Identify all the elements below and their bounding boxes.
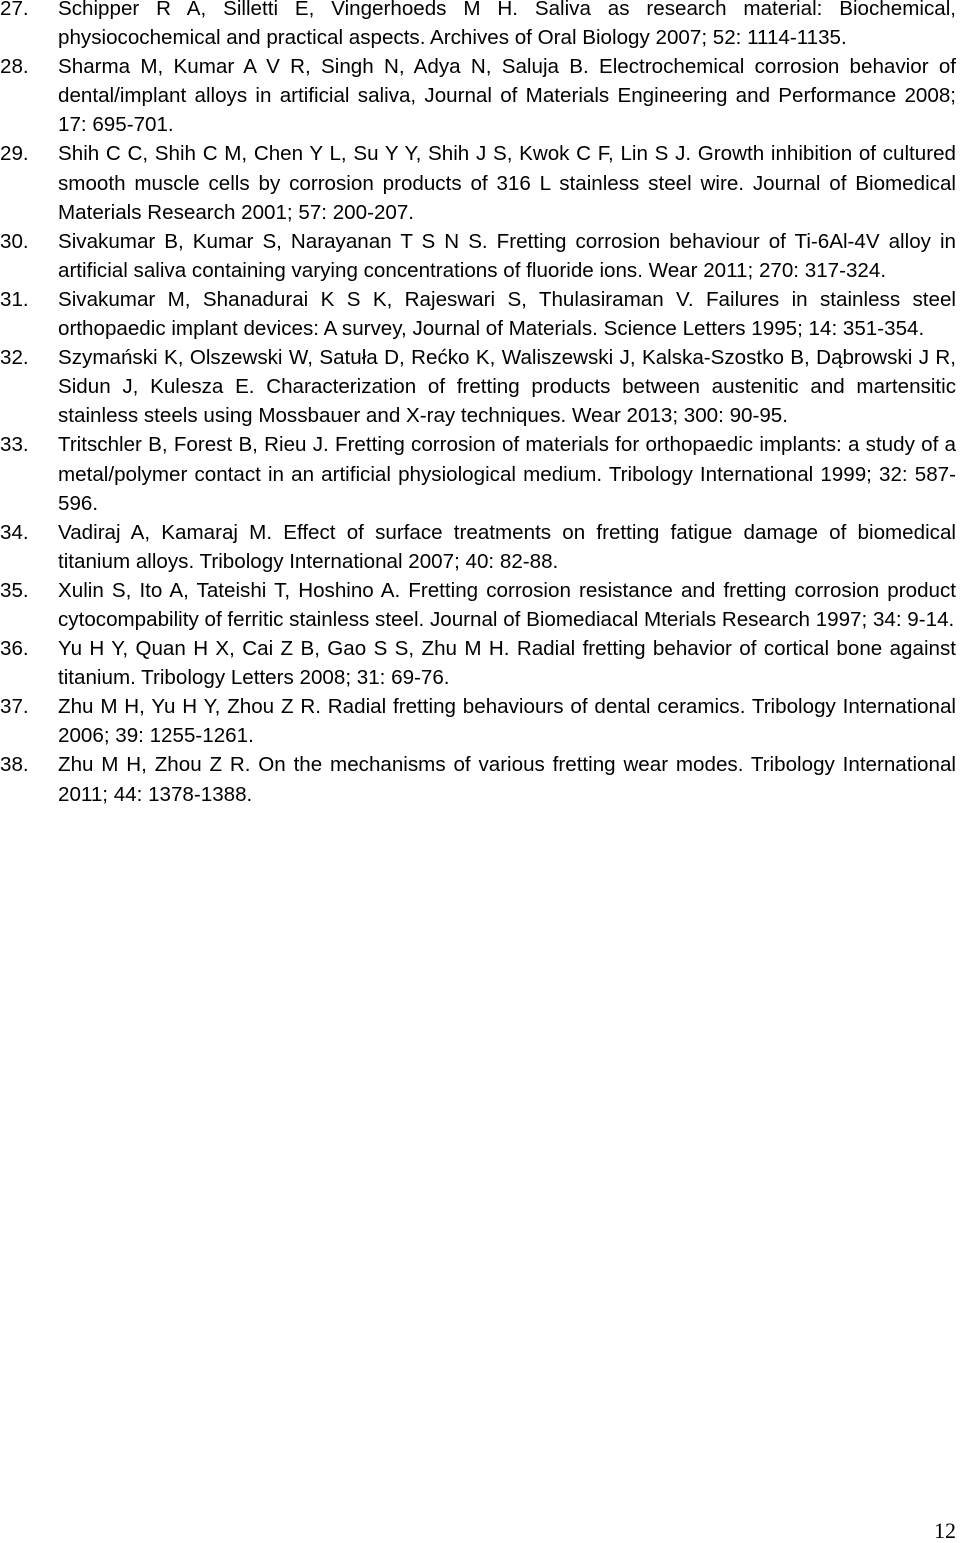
reference-item: [0, 576, 956, 634]
reference-text: Yu H Y, Quan H X, Cai Z B, Gao S S, Zhu M H. Radial fretting behavior of cortical bone against titanium. Tribology Letters 2008; 31: 69-76.: [58, 637, 956, 690]
reference-text: Sivakumar M, Shanadurai K S K, Rajeswari S, Thulasiraman V. Failures in stainless steel orthopaedic implant devices: A survey, Journal of Materials. Science Letters 1995; 14: 351-354.: [58, 287, 956, 341]
reference-number: 31.: [0, 287, 29, 311]
reference-number: 29.: [0, 142, 29, 166]
reference-item: [0, 343, 956, 430]
reference-item: [0, 139, 956, 226]
reference-text: Vadiraj A, Kamaraj M. Effect of surface treatments on fretting fatigue damage of biomedical titanium alloys. Tribology International 2007; 40: 82-88.: [58, 520, 956, 573]
reference-text: Schipper R A, Silletti E, Vingerhoeds M H. Saliva as research material: Biochemical, physiocochemical and practical aspects. Archives of Oral Biology 2007; 52: 1114-1135.: [58, 0, 956, 50]
reference-item: [0, 430, 956, 517]
reference-item: [0, 227, 956, 285]
reference-text: Xulin S, Ito A, Tateishi T, Hoshino A. Fretting corrosion resistance and fretting corrosion product cytocompability of ferritic stainless steel. Journal of Biomediacal Mterials Research 1997; 34: 9-14.: [58, 578, 956, 631]
reference-number: 28.: [0, 55, 29, 79]
reference-number: 36.: [0, 637, 29, 661]
reference-item: [0, 518, 956, 576]
reference-text: Sivakumar B, Kumar S, Narayanan T S N S. Fretting corrosion behaviour of Ti-6Al-4V alloy in artificial saliva containing varying concentrations of fluoride ions. Wear 2011; 270: 317-324.: [58, 229, 956, 282]
reference-item: [0, 52, 956, 139]
reference-number: 37.: [0, 695, 29, 719]
reference-item: [0, 0, 956, 52]
reference-number: 27.: [0, 0, 29, 20]
reference-number: 33.: [0, 433, 29, 457]
reference-text: Shih C C, Shih C M, Chen Y L, Su Y Y, Shih J S, Kwok C F, Lin S J. Growth inhibition of cultured smooth muscle cells by corrosion products of 316 L stainless steel wire. Journal of Biomedical Materials Research 2001; 57: 200-207.: [58, 142, 956, 224]
reference-text: Tritschler B, Forest B, Rieu J. Fretting corrosion of materials for orthopaedic implants: a study of a metal/polymer contact in an artificial physiological medium. Tribology International 1999; 32: 587-596.: [58, 433, 956, 515]
reference-text: Sharma M, Kumar A V R, Singh N, Adya N, Saluja B. Electrochemical corrosion behavior of dental/implant alloys in artificial saliva, Journal of Materials Engineering and Performance 2008; 17: 695-701.: [58, 55, 956, 137]
reference-number: 30.: [0, 229, 29, 253]
reference-item: [0, 750, 956, 808]
reference-text: Zhu M H, Zhou Z R. On the mechanisms of various fretting wear modes. Tribology International 2011; 44: 1378-1388.: [58, 753, 956, 806]
reference-number: 38.: [0, 753, 29, 777]
reference-number: 34.: [0, 520, 29, 544]
reference-item: [0, 634, 956, 692]
reference-text: Zhu M H, Yu H Y, Zhou Z R. Radial fretting behaviours of dental ceramics. Tribology International 2006; 39: 1255-1261.: [58, 695, 956, 748]
reference-item: [0, 285, 956, 343]
reference-item: [0, 692, 956, 750]
reference-number: 32.: [0, 346, 29, 370]
reference-text: Szymański K, Olszewski W, Satuła D, Rećko K, Waliszewski J, Kalska-Szostko B, Dąbrowski J R, Sidun J, Kulesza E. Characterization of fretting products between austenitic and martensitic stainless steels using Mossbauer and X-ray techniques. Wear 2013; 300: 90-95.: [58, 346, 956, 428]
reference-number: 35.: [0, 578, 29, 602]
page-number: 12: [934, 1518, 956, 1543]
